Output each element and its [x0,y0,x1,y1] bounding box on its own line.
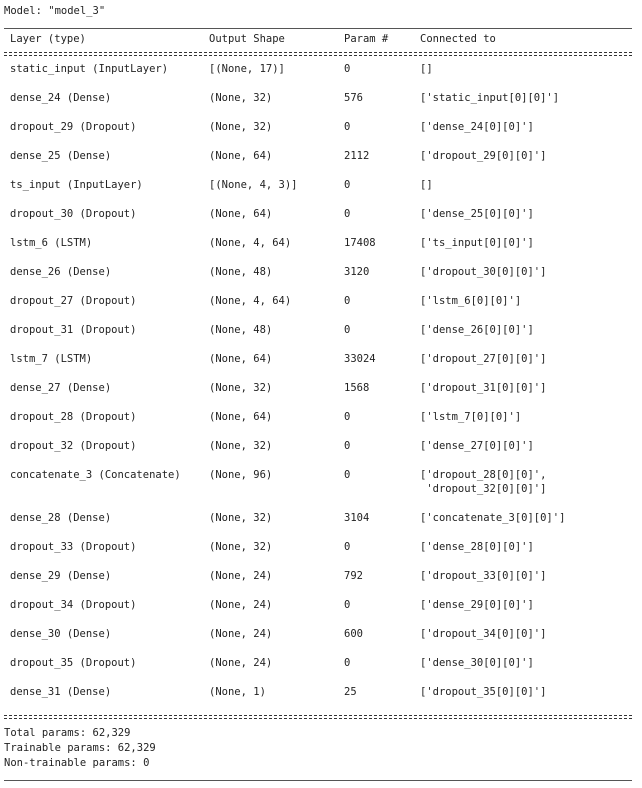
header-connected-to: Connected to [420,33,496,45]
output-shape-cell: (None, 32) [209,121,273,133]
table-row [0,149,642,178]
table-row [0,265,642,294]
param-count-cell: 0 [344,63,351,75]
output-shape-cell: (None, 32) [209,541,273,553]
header-output-shape: Output Shape [209,33,285,45]
table-row [0,439,642,468]
output-shape-cell: (None, 64) [209,150,273,162]
table-row [0,598,642,627]
header-param-count: Param # [344,33,389,45]
param-count-cell: 0 [344,599,351,611]
model-name-line: Model: "model_3" [4,5,106,17]
layer-name-cell: dense_25 (Dense) [10,150,112,162]
connected-to-cell: ['dropout_34[0][0]'] [420,628,547,640]
layer-name-cell: dense_24 (Dense) [10,92,112,104]
layer-name-cell: dropout_33 (Dropout) [10,541,137,553]
table-row [0,178,642,207]
table-row [0,207,642,236]
layer-name-cell: dense_27 (Dense) [10,382,112,394]
output-shape-cell: (None, 64) [209,411,273,423]
param-count-cell: 0 [344,208,351,220]
output-shape-cell: (None, 96) [209,469,273,481]
table-row [0,540,642,569]
output-shape-cell: (None, 24) [209,628,273,640]
connected-to-cell: ['dropout_35[0][0]'] [420,686,547,698]
footer-divider [4,715,632,719]
header-divider [4,52,632,56]
connected-to-cell: ['static_input[0][0]'] [420,92,560,104]
connected-to-cell: ['lstm_7[0][0]'] [420,411,522,423]
param-count-cell: 0 [344,411,351,423]
output-shape-cell: (None, 4, 64) [209,295,292,307]
table-row [0,352,642,381]
param-count-cell: 792 [344,570,363,582]
connected-to-cell: ['dense_30[0][0]'] [420,657,534,669]
output-shape-cell: [(None, 17)] [209,63,285,75]
layer-name-cell: dropout_34 (Dropout) [10,599,137,611]
output-shape-cell: (None, 4, 64) [209,237,292,249]
param-count-cell: 17408 [344,237,376,249]
connected-to-cell: ['dense_25[0][0]'] [420,208,534,220]
table-row [0,294,642,323]
layer-name-cell: dropout_31 (Dropout) [10,324,137,336]
table-row [0,656,642,685]
param-count-cell: 0 [344,541,351,553]
table-row [0,685,642,714]
param-count-cell: 3104 [344,512,370,524]
param-count-cell: 0 [344,179,351,191]
output-shape-cell: [(None, 4, 3)] [209,179,298,191]
bottom-divider [4,780,632,781]
layer-name-cell: dropout_28 (Dropout) [10,411,137,423]
layer-name-cell: concatenate_3 (Concatenate) [10,469,181,481]
param-count-cell: 0 [344,121,351,133]
layer-name-cell: dropout_35 (Dropout) [10,657,137,669]
output-shape-cell: (None, 64) [209,208,273,220]
layer-name-cell: dropout_27 (Dropout) [10,295,137,307]
layer-name-cell: dropout_32 (Dropout) [10,440,137,452]
param-count-cell: 1568 [344,382,370,394]
table-row [0,381,642,410]
connected-to-cell: ['dropout_31[0][0]'] [420,382,547,394]
output-shape-cell: (None, 48) [209,324,273,336]
layer-name-cell: lstm_7 (LSTM) [10,353,93,365]
output-shape-cell: (None, 24) [209,599,273,611]
connected-to-cell: ['dropout_33[0][0]'] [420,570,547,582]
connected-to-cell: ['dense_29[0][0]'] [420,599,534,611]
param-count-cell: 0 [344,440,351,452]
param-count-cell: 600 [344,628,363,640]
table-row [0,468,642,497]
layer-name-cell: dense_28 (Dense) [10,512,112,524]
layer-name-cell: ts_input (InputLayer) [10,179,143,191]
output-shape-cell: (None, 32) [209,382,273,394]
connected-to-cell: ['dropout_30[0][0]'] [420,266,547,278]
table-row [0,627,642,656]
connected-to-cell: [] [420,179,433,191]
output-shape-cell: (None, 1) [209,686,266,698]
connected-to-cell: ['dropout_27[0][0]'] [420,353,547,365]
connected-to-cell: ['dense_28[0][0]'] [420,541,534,553]
param-count-cell: 0 [344,469,351,481]
layer-name-cell: dense_26 (Dense) [10,266,112,278]
layer-name-cell: dropout_30 (Dropout) [10,208,137,220]
layer-name-cell: static_input (InputLayer) [10,63,169,75]
table-row [0,91,642,120]
layer-name-cell: lstm_6 (LSTM) [10,237,93,249]
connected-to-cell: ['dense_27[0][0]'] [420,440,534,452]
output-shape-cell: (None, 64) [209,353,273,365]
layer-name-cell: dense_31 (Dense) [10,686,112,698]
table-row [0,120,642,149]
table-row [0,62,642,91]
table-row [0,511,642,540]
trainable-params: Trainable params: 62,329 [4,742,156,754]
param-count-cell: 2112 [344,150,370,162]
connected-to-cell: ['concatenate_3[0][0]'] [420,512,566,524]
connected-to-cell: ['ts_input[0][0]'] [420,237,534,249]
output-shape-cell: (None, 32) [209,440,273,452]
connected-to-cell: ['dropout_28[0][0]', 'dropout_32[0][0]'] [420,469,547,495]
param-count-cell: 0 [344,324,351,336]
output-shape-cell: (None, 32) [209,92,273,104]
connected-to-cell: ['dense_26[0][0]'] [420,324,534,336]
output-shape-cell: (None, 24) [209,657,273,669]
connected-to-cell: ['dense_24[0][0]'] [420,121,534,133]
table-row [0,323,642,352]
header-layer-type: Layer (type) [10,33,86,45]
output-shape-cell: (None, 32) [209,512,273,524]
param-count-cell: 25 [344,686,357,698]
connected-to-cell: ['lstm_6[0][0]'] [420,295,522,307]
table-row [0,410,642,439]
param-count-cell: 0 [344,657,351,669]
output-shape-cell: (None, 48) [209,266,273,278]
param-count-cell: 0 [344,295,351,307]
output-shape-cell: (None, 24) [209,570,273,582]
table-row [0,569,642,598]
top-divider [4,28,632,29]
param-count-cell: 3120 [344,266,370,278]
connected-to-cell: ['dropout_29[0][0]'] [420,150,547,162]
param-count-cell: 576 [344,92,363,104]
non-trainable-params: Non-trainable params: 0 [4,757,150,769]
layer-name-cell: dropout_29 (Dropout) [10,121,137,133]
table-row [0,236,642,265]
layer-name-cell: dense_29 (Dense) [10,570,112,582]
total-params: Total params: 62,329 [4,727,131,739]
param-count-cell: 33024 [344,353,376,365]
connected-to-cell: [] [420,63,433,75]
layer-name-cell: dense_30 (Dense) [10,628,112,640]
